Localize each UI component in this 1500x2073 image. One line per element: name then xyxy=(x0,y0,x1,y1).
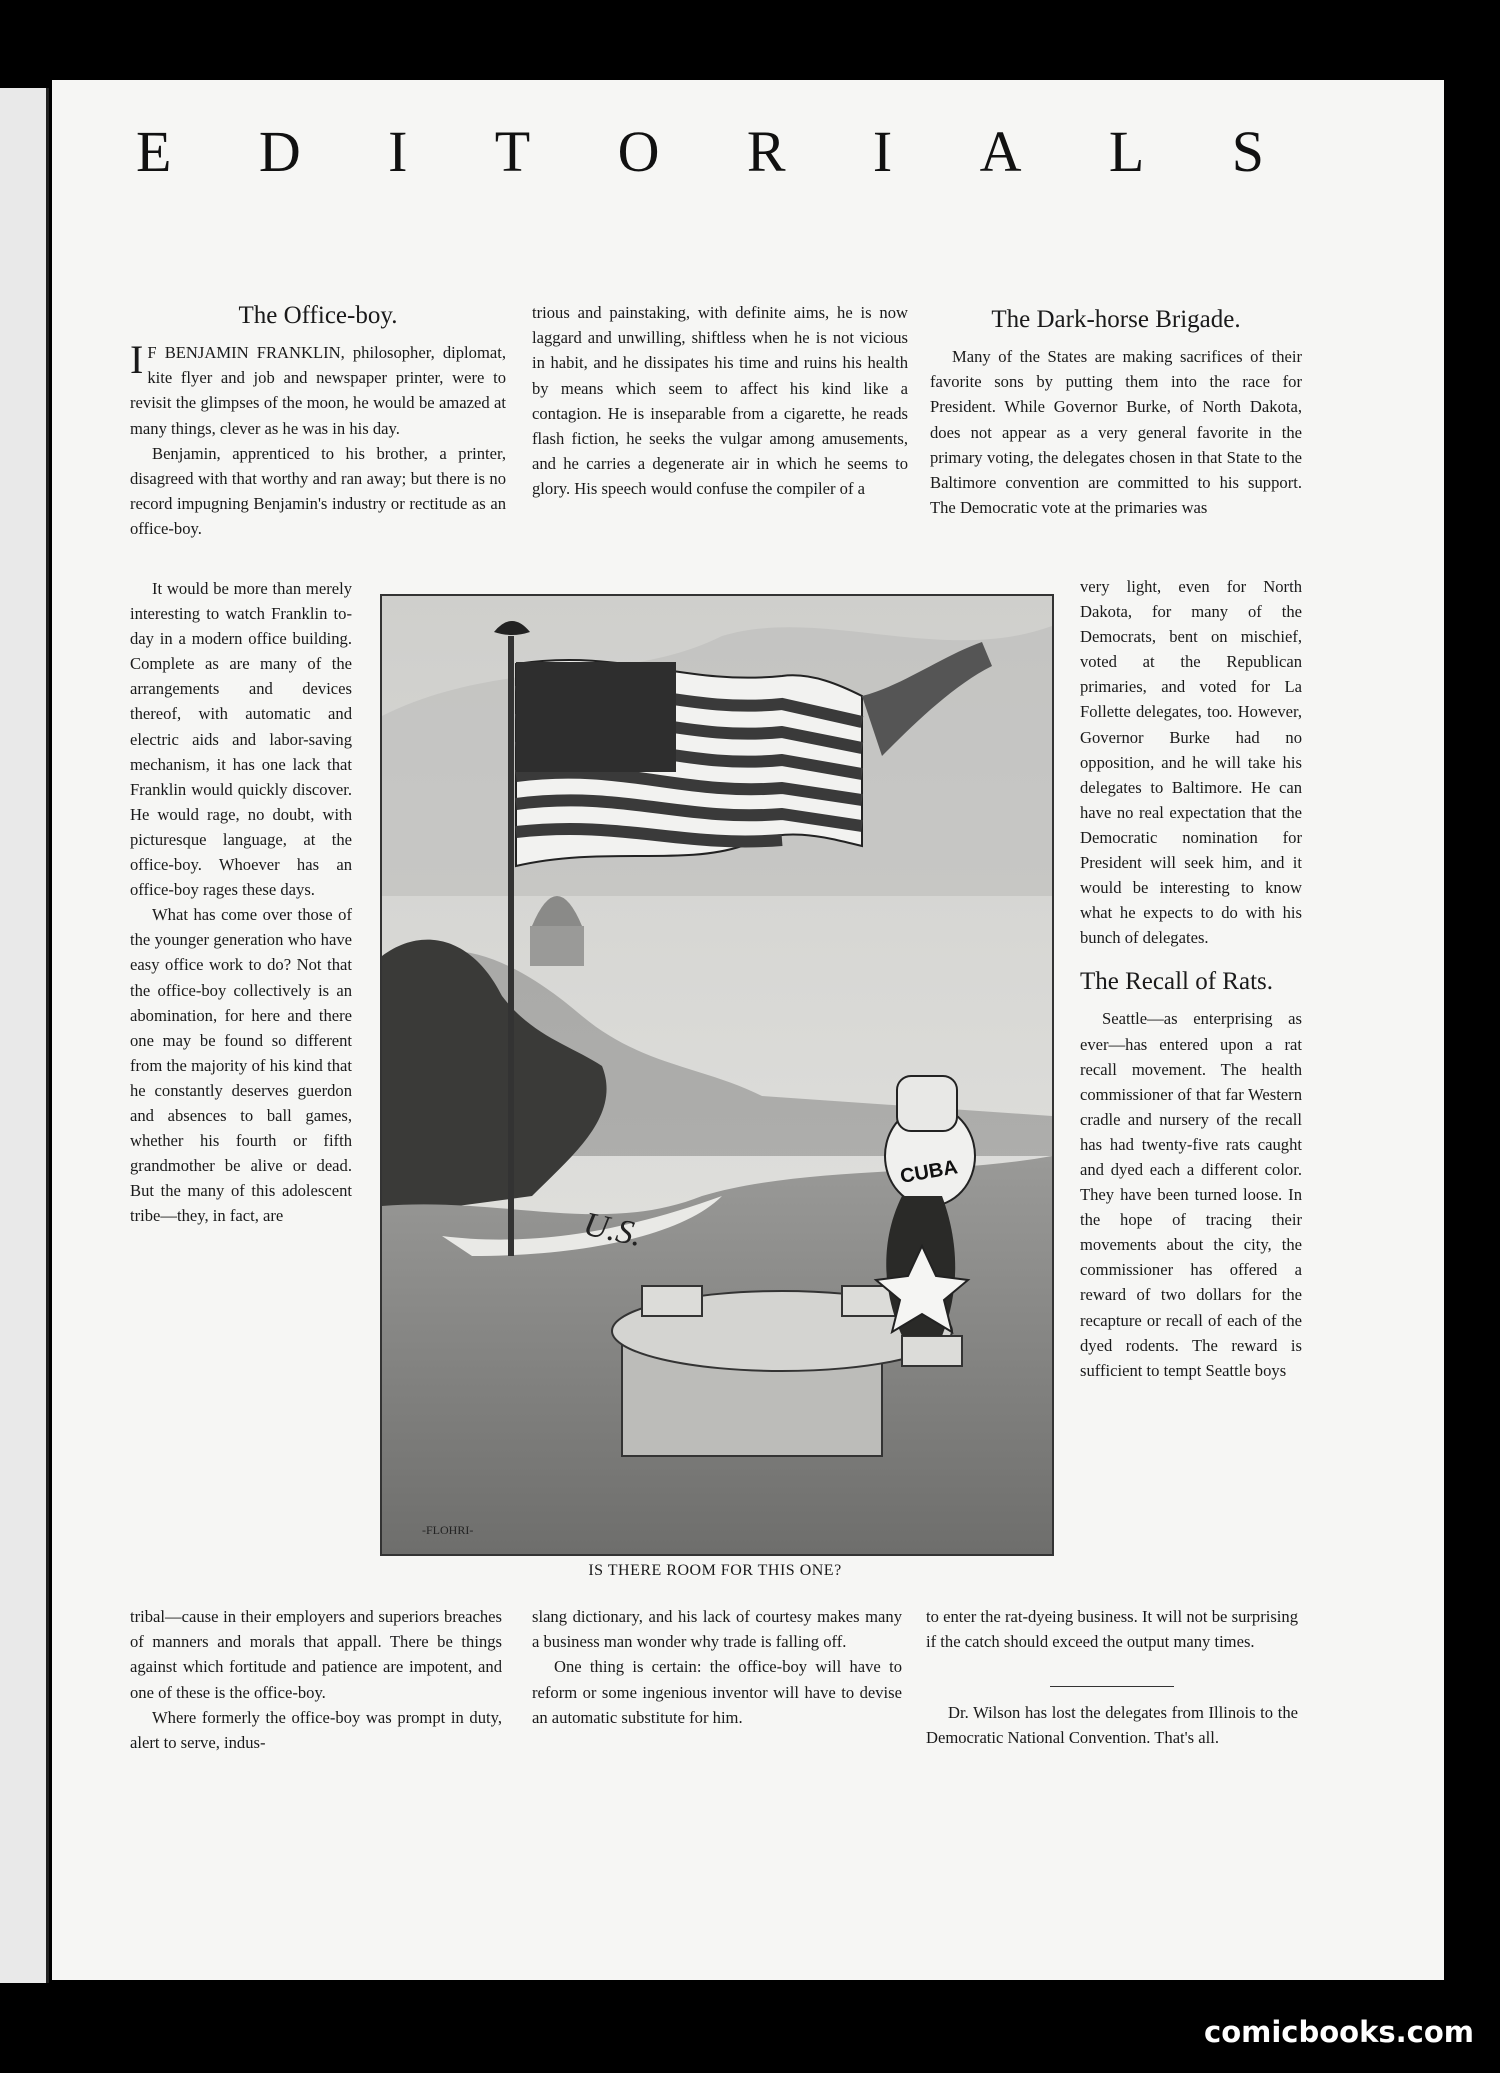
office-boy-p2 xyxy=(130,441,506,542)
office-boy-p5: Where formerly the office-boy was prompt in duty, alert to serve, indus- xyxy=(130,1707,502,1753)
masthead-letter: I xyxy=(388,119,410,184)
cuba-label: CUBA xyxy=(898,1156,960,1188)
rats-p-wide: to enter the rat-dyeing business. It will not be surprising if the catch should exceed the output many times. xyxy=(926,1607,1298,1652)
dark-horse-p-narrow: very light, even for North Dakota, for many of the Democrats, bent on mischief, voted at the Republican primaries, and voted for La Follette delegates, too. However, Governor Burke had no opposition, and he will take his delegates to Baltimore. He can have no real expectation that the Democratic nomination for President will seek him, and it would be interesting to know what he expects to do with his bunch of delegates. xyxy=(1080,577,1302,948)
office-boy-column-top xyxy=(130,300,506,542)
masthead-letter: T xyxy=(494,119,533,184)
office-boy-column2-top xyxy=(532,300,908,502)
wilson-column xyxy=(926,1700,1298,1750)
office-boy-column2-bottom xyxy=(532,1604,902,1730)
masthead-letter: A xyxy=(979,119,1024,184)
section-divider xyxy=(1050,1686,1174,1687)
wilson-paragraph: Dr. Wilson has lost the delegates from Illinois to the Democratic National Convention. That's all. xyxy=(926,1703,1298,1748)
capitol-base xyxy=(530,926,584,966)
office-boy-p2-text: Benjamin, apprenticed to his brother, a printer, disagreed with that worthy and ran away; but there is no record impugning Benjamin's industry or rectitude as an office-boy. xyxy=(130,443,506,539)
office-boy-column-bottom xyxy=(130,1604,502,1755)
dark-horse-column-narrow xyxy=(1080,574,1302,1383)
rats-p-narrow: Seattle—as enterprising as ever—has entered upon a rat recall movement. The health commissioner of that far Western cradle and nursery of the recall has had twenty-five rats caught and dyed each a different color. They have been turned loose. In the hope of tracing their movements about the city, the commissioner has offered a reward of two dollars for the recapture or recall of each of the dyed rodents. The reward is sufficient to tempt Seattle boys xyxy=(1080,1009,1302,1380)
masthead-letter: S xyxy=(1231,119,1266,184)
office-boy-paragraph xyxy=(130,337,506,441)
dark-horse-column-top xyxy=(930,304,1302,520)
dark-horse-heading: The Dark-horse Brigade. xyxy=(991,306,1241,333)
dark-horse-p-top: Many of the States are making sacrifices of their favorite sons by putting them into the race for President. While Governor Burke, of North Dakota, does not appear as a very general favorite in the primary voting, the delegates chosen in that State to the Baltimore convention are committed to his support. The Democratic vote at the primaries was xyxy=(930,347,1302,518)
masthead-letter: L xyxy=(1108,119,1147,184)
artist-signature: -FLOHRI- xyxy=(422,1523,474,1537)
us-label: U.S. xyxy=(580,1205,646,1255)
editorial-cartoon xyxy=(380,594,1054,1556)
page-title xyxy=(136,118,1266,185)
office-boy-p3: It would be more than merely interesting to watch Franklin to-day in a modern office building. Complete as are many of the arrangements and devices thereof, with automatic and electric aids and labor-saving mechanism, it has one lack that Franklin would quickly discover. He would rage, no doubt, with picturesque language, at the office-boy. Whoever has an office-boy rages these days. xyxy=(130,579,352,900)
masthead-letter: D xyxy=(258,119,303,184)
rats-column-bottom xyxy=(926,1604,1298,1654)
rats-heading: The Recall of Rats. xyxy=(1080,968,1273,996)
office-boy-col2-top: trious and painstaking, with definite aims, he is now laggard and unwilling, shiftless when he is not vicious in habit, and he dissipates his time and ruins his health by means which seem to affect his kind like a contagion. He is inseparable from a cigarette, he reads flash fiction, he seeks the vulgar among amusements, and he carries a degenerate air in which he seems to glory. His speech would confuse the compiler of a xyxy=(532,303,908,499)
cartoon-drawing xyxy=(382,596,1052,1554)
office-boy-col2-last: One thing is certain: the office-boy will have to reform or some ingenious inventor will have to devise an automatic substitute for him. xyxy=(532,1657,902,1727)
flag-pole xyxy=(508,636,514,1256)
masthead-letter: E xyxy=(136,119,174,184)
masthead-letter: O xyxy=(617,119,662,184)
office-boy-heading: The Office-boy. xyxy=(238,302,398,329)
masthead-letter: I xyxy=(872,119,895,184)
office-boy-p4a: What has come over those of the younger generation who have easy office work to do? Not that the office-boy collectively is an abomination, for here and there one may be found so different from the majority of his kind that he constantly deserves guerdon and absences to ball games, whether his fourth or fifth grandmother be alive or dead. But the many of this adolescent tribe—they, in fact, are xyxy=(130,905,352,1226)
office-boy-col2-bottom: slang dictionary, and his lack of courtesy makes many a business man wonder why trade is falling off. xyxy=(532,1607,902,1652)
adjacent-page-edge xyxy=(0,88,49,1983)
office-boy-p1: F BENJAMIN FRANKLIN, philosopher, diplomat, kite flyer and job and newspaper printer, were to revisit the glimpses of the moon, he would be amazed at many things, clever as he was in his day. xyxy=(130,343,506,438)
site-watermark: comicbooks.com xyxy=(1204,2015,1474,2049)
office-boy-p4b: tribal—cause in their employers and superiors breaches of manners and morals that appall. There be things against which fortitude and patience are impotent, and one of these is the office-boy. xyxy=(130,1607,502,1702)
cartoon-caption: IS THERE ROOM FOR THIS ONE? xyxy=(588,1562,842,1579)
masthead-letter: R xyxy=(746,119,788,184)
drop-cap: I xyxy=(130,337,144,382)
office-boy-column-narrow xyxy=(130,576,352,1228)
